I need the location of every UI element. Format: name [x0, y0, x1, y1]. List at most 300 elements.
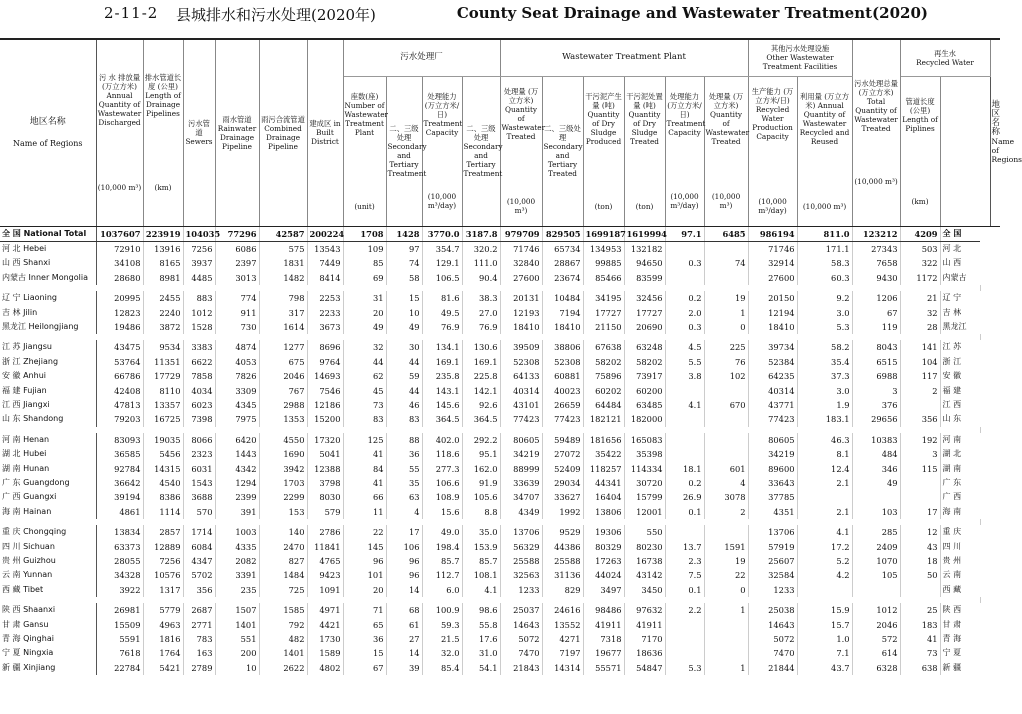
data-cell: 30720: [624, 476, 665, 490]
data-cell: 35.0: [462, 525, 500, 539]
data-cell: 65: [343, 618, 386, 632]
header-total-unit: (万立方米): [858, 88, 894, 98]
data-cell: 28680: [96, 271, 143, 285]
data-cell: 3309: [215, 384, 259, 398]
data-cell: 7.5: [665, 568, 704, 582]
data-cell: 8386: [143, 490, 183, 504]
data-cell: 32584: [748, 568, 797, 582]
data-cell: 183.1: [797, 412, 852, 426]
data-cell: 1730: [307, 632, 343, 646]
header-sec2: 二、三级处理 Secondary and Tertiary Treatment: [462, 76, 500, 226]
header-num-unit: (unit): [354, 201, 375, 211]
data-cell: 1619994: [624, 226, 665, 241]
data-cell: 69: [343, 271, 386, 285]
data-cell: 2.1: [797, 476, 852, 490]
data-cell: 4342: [215, 462, 259, 476]
data-cell: 25: [900, 603, 940, 617]
data-cell: 58.2: [797, 340, 852, 354]
data-cell: 80605: [748, 433, 797, 447]
region-name: 湖 南 Hunan: [0, 462, 96, 476]
data-cell: 50: [900, 568, 940, 582]
data-cell: 7.1: [797, 646, 852, 660]
data-cell: 85.7: [462, 554, 500, 568]
region-name-right: 宁 夏: [940, 646, 980, 660]
data-cell: 4.1: [462, 583, 500, 597]
data-cell: 118257: [583, 462, 624, 476]
data-cell: 9.2: [797, 291, 852, 305]
data-cell: 0.2: [665, 291, 704, 305]
table-row: [0, 412, 1000, 426]
data-cell: 25607: [748, 554, 797, 568]
data-cell: 83599: [624, 271, 665, 285]
data-cell: 12823: [96, 306, 143, 320]
data-cell: 725: [259, 583, 307, 597]
data-cell: 123212: [852, 226, 900, 241]
data-cell: 1: [704, 603, 748, 617]
data-cell: 4963: [143, 618, 183, 632]
data-cell: 3688: [183, 490, 215, 504]
data-cell: 56329: [500, 540, 542, 554]
data-cell: 15: [343, 646, 386, 660]
region-name-right: 重 庆: [940, 525, 980, 539]
data-cell: 26981: [96, 603, 143, 617]
data-cell: 979709: [500, 226, 542, 241]
data-cell: 19: [704, 291, 748, 305]
header-ruse-label: 利用量 (万立方米) Annual Quantity of Wastewater Recycled and Reused: [799, 91, 850, 146]
data-cell: 2988: [259, 398, 307, 412]
data-cell: 14: [386, 583, 422, 597]
data-cell: 5421: [143, 661, 183, 675]
data-cell: 200224: [307, 226, 343, 241]
data-cell: 111.0: [462, 256, 500, 270]
data-cell: 66786: [96, 369, 143, 383]
data-cell: 34219: [500, 447, 542, 461]
header-recycled: [900, 40, 990, 76]
data-cell: 118.6: [422, 447, 462, 461]
header-wtp-en: Wastewater Treatment Plant: [500, 40, 748, 76]
table-code: 2-11-2: [104, 4, 159, 22]
data-cell: 54847: [624, 661, 665, 675]
data-cell: 15799: [624, 490, 665, 504]
data-cell: 13543: [307, 241, 343, 256]
region-name-right: 内蒙古: [940, 271, 980, 285]
data-cell: 64235: [748, 369, 797, 383]
data-cell: 71746: [500, 241, 542, 256]
data-cell: 1317: [143, 583, 183, 597]
data-cell: 235.8: [422, 369, 462, 383]
header-pipe-label: 排水管道长度 (公里) Length of Drainage Pipelines: [144, 73, 182, 119]
data-cell: 14693: [307, 369, 343, 383]
data-cell: 169.1: [422, 355, 462, 369]
data-cell: 9529: [542, 525, 583, 539]
data-cell: 37.3: [797, 369, 852, 383]
table-row: [0, 398, 1000, 412]
data-cell: 911: [215, 306, 259, 320]
region-name-right: 广 东: [940, 476, 980, 490]
data-cell: 15.9: [797, 603, 852, 617]
data-cell: [665, 618, 704, 632]
data-cell: 52384: [748, 355, 797, 369]
region-name-right: 辽 宁: [940, 291, 980, 305]
data-cell: 33627: [542, 490, 583, 504]
data-cell: 0.1: [665, 505, 704, 519]
data-cell: 145.6: [422, 398, 462, 412]
data-cell: 1528: [183, 320, 215, 334]
data-cell: 97: [386, 241, 422, 256]
data-cell: 4485: [183, 271, 215, 285]
data-cell: 7470: [748, 646, 797, 660]
data-cell: 108.9: [422, 490, 462, 504]
header-region-right: [990, 40, 1022, 226]
data-cell: 7318: [583, 632, 624, 646]
data-cell: 73: [343, 398, 386, 412]
data-cell: 134.1: [422, 340, 462, 354]
data-cell: 1591: [704, 540, 748, 554]
data-cell: 6485: [704, 226, 748, 241]
table-body: [0, 226, 1000, 675]
data-cell: 829505: [542, 226, 583, 241]
data-cell: 9423: [307, 568, 343, 582]
data-cell: 71746: [748, 241, 797, 256]
data-cell: 1206: [852, 291, 900, 305]
data-cell: 484: [852, 447, 900, 461]
data-cell: 4861: [96, 505, 143, 519]
data-cell: 14315: [143, 462, 183, 476]
data-cell: 3872: [143, 320, 183, 334]
data-cell: 67638: [583, 340, 624, 354]
table-row: [0, 271, 1000, 285]
data-cell: 2622: [259, 661, 307, 675]
data-cell: 49: [343, 320, 386, 334]
data-cell: 2397: [215, 256, 259, 270]
data-cell: 103: [852, 505, 900, 519]
data-cell: 4: [704, 476, 748, 490]
data-cell: [704, 618, 748, 632]
data-cell: 4.1: [665, 398, 704, 412]
data-cell: 2789: [183, 661, 215, 675]
data-cell: 550: [624, 525, 665, 539]
data-cell: 277.3: [422, 462, 462, 476]
data-cell: [900, 398, 940, 412]
data-cell: 376: [852, 398, 900, 412]
table-row: [0, 618, 1000, 632]
data-cell: 13552: [542, 618, 583, 632]
data-cell: 115: [900, 462, 940, 476]
table-row: [0, 384, 1000, 398]
data-cell: 42587: [259, 226, 307, 241]
region-name: 河 南 Henan: [0, 433, 96, 447]
data-cell: 2046: [259, 369, 307, 383]
data-cell: [665, 271, 704, 285]
data-cell: 1: [704, 661, 748, 675]
data-cell: 8.8: [462, 505, 500, 519]
data-cell: 4347: [183, 554, 215, 568]
data-cell: 4053: [215, 355, 259, 369]
region-name-right: 陕 西: [940, 603, 980, 617]
table-row: [0, 291, 1000, 305]
data-cell: 39: [386, 661, 422, 675]
data-cell: 1.9: [797, 398, 852, 412]
data-cell: 27600: [500, 271, 542, 285]
data-cell: 4345: [215, 398, 259, 412]
data-cell: 40314: [748, 384, 797, 398]
data-cell: 21: [900, 291, 940, 305]
data-cell: 13834: [96, 525, 143, 539]
header-dry: [583, 76, 624, 226]
data-cell: 43142: [624, 568, 665, 582]
data-cell: 27343: [852, 241, 900, 256]
data-cell: 192: [900, 433, 940, 447]
data-cell: 37785: [748, 490, 797, 504]
data-cell: 4349: [500, 505, 542, 519]
data-cell: 12001: [624, 505, 665, 519]
data-cell: 12388: [307, 462, 343, 476]
data-cell: 20: [343, 583, 386, 597]
data-cell: 24616: [542, 603, 583, 617]
data-cell: 108.1: [462, 568, 500, 582]
region-name: 宁 夏 Ningxia: [0, 646, 96, 660]
data-cell: 143.1: [422, 384, 462, 398]
data-cell: 225: [704, 340, 748, 354]
data-cell: 98486: [583, 603, 624, 617]
data-cell: 109: [343, 241, 386, 256]
data-cell: 7546: [307, 384, 343, 398]
data-cell: 80230: [624, 540, 665, 554]
data-cell: 6031: [183, 462, 215, 476]
data-cell: 2: [704, 505, 748, 519]
data-cell: 7449: [307, 256, 343, 270]
region-name-right: 湖 南: [940, 462, 980, 476]
data-cell: 14: [386, 646, 422, 660]
table-row: [0, 447, 1000, 461]
data-cell: 10: [215, 661, 259, 675]
data-cell: 1764: [143, 646, 183, 660]
data-cell: 15200: [307, 412, 343, 426]
data-cell: 1816: [143, 632, 183, 646]
data-cell: 59489: [542, 433, 583, 447]
data-cell: 1690: [259, 447, 307, 461]
data-cell: 883: [183, 291, 215, 305]
header-pipe: [143, 40, 183, 226]
data-cell: 41911: [583, 618, 624, 632]
data-cell: 5.3: [665, 661, 704, 675]
region-name: 山 西 Shanxi: [0, 256, 96, 270]
data-cell: 6328: [852, 661, 900, 675]
data-cell: 16725: [143, 412, 183, 426]
region-name-right: 云 南: [940, 568, 980, 582]
data-cell: 59.3: [422, 618, 462, 632]
header-wtp-cn: 污水处理厂: [343, 40, 500, 76]
region-name-right: 山 西: [940, 256, 980, 270]
data-cell: 49.0: [422, 525, 462, 539]
data-cell: 1.0: [797, 632, 852, 646]
data-cell: 1507: [215, 603, 259, 617]
data-cell: 4034: [183, 384, 215, 398]
data-cell: 614: [852, 646, 900, 660]
region-name: 云 南 Yunnan: [0, 568, 96, 582]
statistics-table-area: [0, 40, 1022, 675]
data-cell: 28055: [96, 554, 143, 568]
data-cell: 3383: [183, 340, 215, 354]
data-cell: 12186: [307, 398, 343, 412]
data-cell: 55.8: [462, 618, 500, 632]
data-cell: 482: [259, 632, 307, 646]
data-cell: 14643: [748, 618, 797, 632]
data-cell: 77423: [542, 412, 583, 426]
data-cell: 3450: [624, 583, 665, 597]
data-cell: 5.2: [797, 554, 852, 568]
total-row: [0, 226, 1000, 241]
data-cell: 44341: [583, 476, 624, 490]
data-cell: 20131: [500, 291, 542, 305]
data-cell: 8066: [183, 433, 215, 447]
data-cell: 13.7: [665, 540, 704, 554]
data-cell: 570: [183, 505, 215, 519]
region-name-right: 江 西: [940, 398, 980, 412]
data-cell: 638: [900, 661, 940, 675]
data-cell: 32: [900, 306, 940, 320]
data-cell: 17: [900, 505, 940, 519]
table-row: [0, 256, 1000, 270]
header-other-cn: 其他污水处理设施: [770, 44, 830, 54]
data-cell: 117: [900, 369, 940, 383]
data-cell: 58202: [624, 355, 665, 369]
header-region-right-en: Name of Regions: [991, 137, 1022, 165]
data-cell: 2323: [183, 447, 215, 461]
data-cell: 3922: [96, 583, 143, 597]
data-cell: 22: [704, 568, 748, 582]
data-cell: 4421: [307, 618, 343, 632]
data-cell: 3770.0: [422, 226, 462, 241]
data-cell: 2399: [215, 490, 259, 504]
data-cell: 58202: [583, 355, 624, 369]
data-cell: [704, 412, 748, 426]
data-cell: 49: [852, 476, 900, 490]
data-cell: 1003: [215, 525, 259, 539]
data-cell: 163: [183, 646, 215, 660]
data-cell: 0.2: [665, 476, 704, 490]
header-qty-label: 处理量 (万立方米) Quantity of Wastewater Treated: [501, 87, 546, 141]
data-cell: 183: [900, 618, 940, 632]
data-cell: 28867: [542, 256, 583, 270]
data-cell: 36642: [96, 476, 143, 490]
data-cell: 4335: [215, 540, 259, 554]
header-rpipe: [900, 76, 940, 226]
data-cell: 402.0: [422, 433, 462, 447]
data-cell: 4874: [215, 340, 259, 354]
data-cell: 354.7: [422, 241, 462, 256]
data-cell: 94650: [624, 256, 665, 270]
data-cell: [665, 412, 704, 426]
data-cell: 1353: [259, 412, 307, 426]
data-cell: 39194: [96, 490, 143, 504]
data-cell: 986194: [748, 226, 797, 241]
data-cell: 829: [542, 583, 583, 597]
data-cell: 5.3: [797, 320, 852, 334]
data-cell: 1714: [183, 525, 215, 539]
data-cell: 92.6: [462, 398, 500, 412]
data-cell: 18: [900, 554, 940, 568]
data-cell: 25588: [542, 554, 583, 568]
table-row: [0, 490, 1000, 504]
data-cell: 6084: [183, 540, 215, 554]
data-cell: 42408: [96, 384, 143, 398]
data-cell: 66: [343, 490, 386, 504]
data-cell: 6.0: [422, 583, 462, 597]
data-cell: 15.7: [797, 618, 852, 632]
data-cell: 7470: [500, 646, 542, 660]
data-cell: 32840: [500, 256, 542, 270]
region-name-right: 甘 肃: [940, 618, 980, 632]
header-region: [0, 40, 96, 226]
data-cell: 1589: [307, 646, 343, 660]
header-rprod-unit: (10,000 m³/day): [758, 197, 787, 215]
data-cell: 21150: [583, 320, 624, 334]
data-cell: 11841: [307, 540, 343, 554]
data-cell: 153.9: [462, 540, 500, 554]
data-cell: 49.5: [422, 306, 462, 320]
data-cell: 19486: [96, 320, 143, 334]
data-cell: 17727: [624, 306, 665, 320]
data-cell: 76.9: [462, 320, 500, 334]
region-name-right: 青 海: [940, 632, 980, 646]
header-num-label: 座数(座) Number of Wastewater Treatment Plant: [344, 91, 389, 137]
data-cell: 75896: [583, 369, 624, 383]
data-cell: 83093: [96, 433, 143, 447]
table-row: [0, 540, 1000, 554]
header-region-en: Name of Regions: [13, 138, 83, 148]
header-rprod: [748, 76, 797, 226]
data-cell: 2771: [183, 618, 215, 632]
data-cell: 5041: [307, 447, 343, 461]
header-rpipe-unit: (km): [911, 196, 929, 206]
region-name-right: 江 苏: [940, 340, 980, 354]
data-cell: 3: [900, 447, 940, 461]
data-cell: 35: [386, 476, 422, 490]
table-row: [0, 603, 1000, 617]
data-cell: 3.0: [797, 384, 852, 398]
data-cell: 76.9: [422, 320, 462, 334]
header-discharge: [96, 40, 143, 226]
data-cell: 1543: [183, 476, 215, 490]
header-cap: [422, 76, 462, 226]
region-name-right: 新 疆: [940, 661, 980, 675]
data-cell: 68: [386, 603, 422, 617]
data-cell: 5.5: [665, 355, 704, 369]
data-cell: 12194: [748, 306, 797, 320]
data-cell: [704, 384, 748, 398]
data-cell: 8696: [307, 340, 343, 354]
data-cell: [797, 583, 852, 597]
data-cell: 1091: [307, 583, 343, 597]
data-cell: 44: [386, 384, 422, 398]
data-cell: 5072: [748, 632, 797, 646]
data-cell: 792: [259, 618, 307, 632]
data-cell: 85.4: [422, 661, 462, 675]
header-ocap: [665, 76, 704, 226]
data-cell: 145: [343, 540, 386, 554]
table-row: [0, 340, 1000, 354]
header-cap-unit: (10,000 m³/day): [427, 192, 457, 210]
data-cell: 21843: [500, 661, 542, 675]
region-name: 黑龙江 Heilongjiang: [0, 320, 96, 334]
header-region-right-cn: 地区名称: [991, 100, 1001, 138]
data-cell: 36585: [96, 447, 143, 461]
region-name: 辽 宁 Liaoning: [0, 291, 96, 305]
data-cell: 41: [900, 632, 940, 646]
data-cell: 73: [900, 646, 940, 660]
data-cell: 47813: [96, 398, 143, 412]
